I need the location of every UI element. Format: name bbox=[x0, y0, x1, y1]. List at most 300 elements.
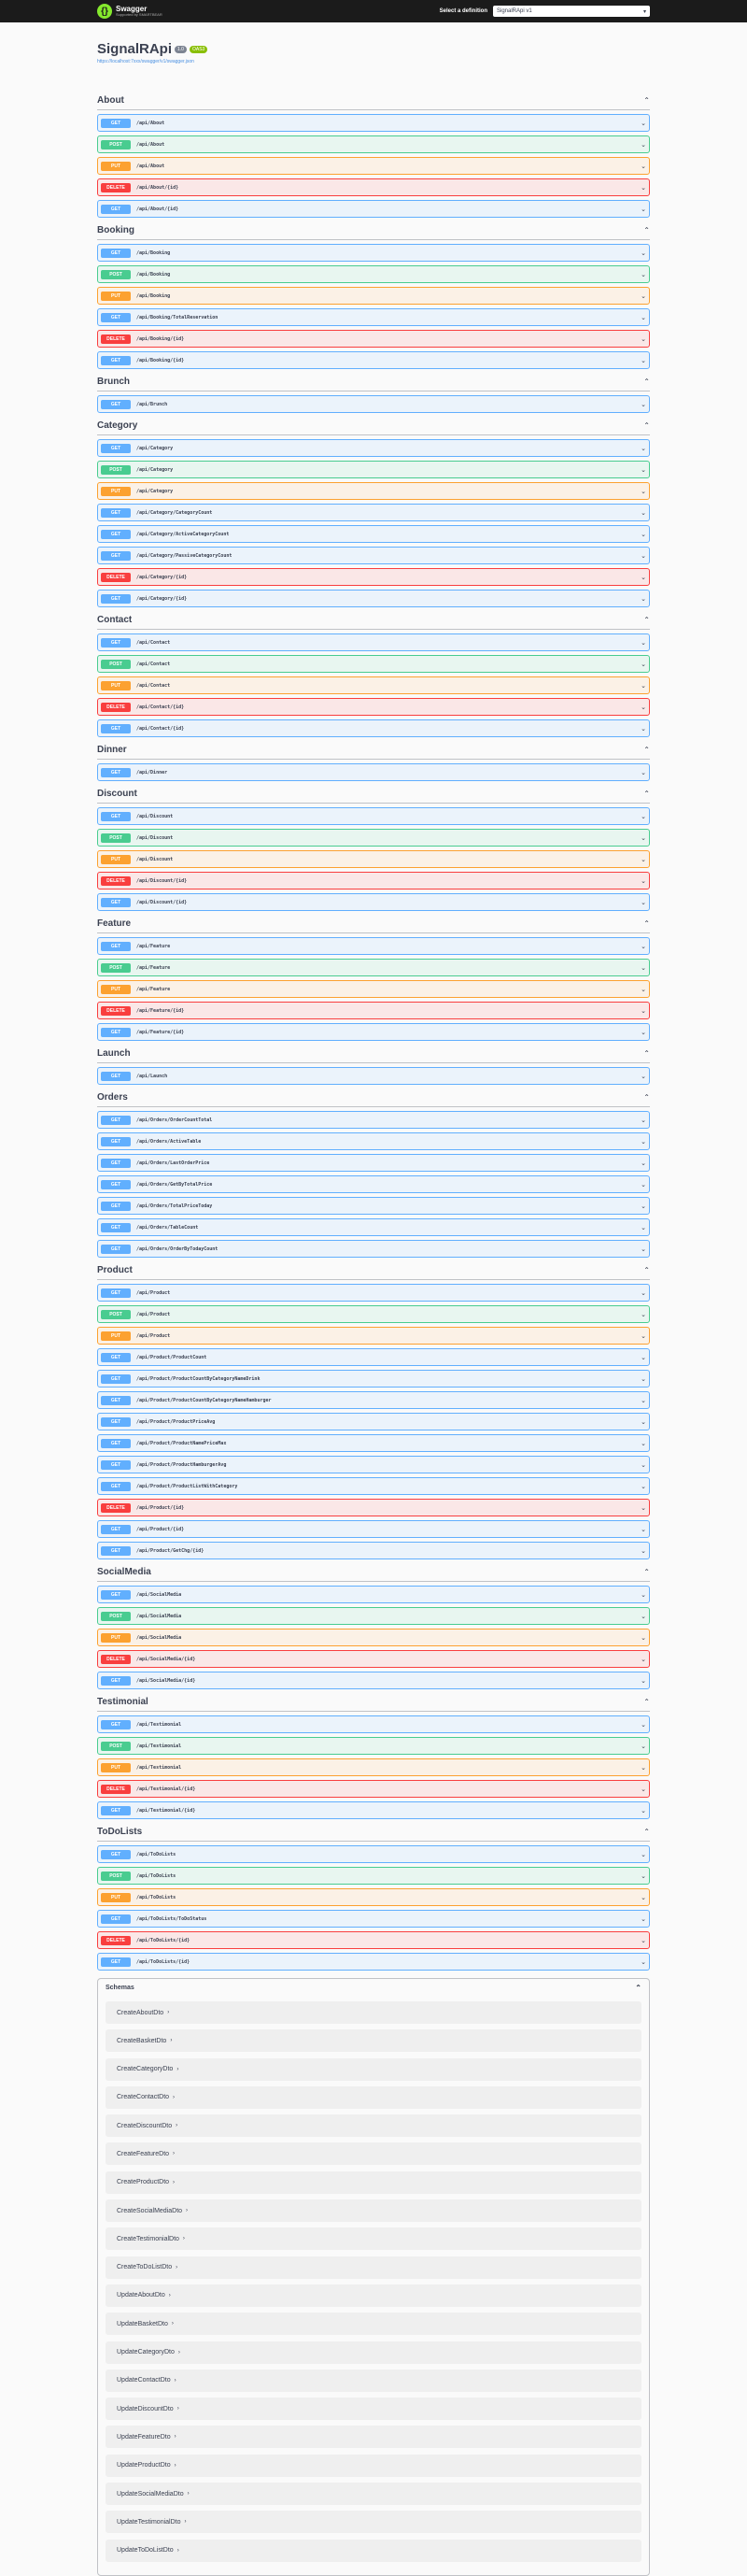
operation-row[interactable] bbox=[97, 1758, 650, 1776]
schema-name: UpdateDiscountDto bbox=[117, 2405, 174, 2412]
operation-row[interactable] bbox=[97, 1542, 650, 1559]
operation-row[interactable] bbox=[97, 1845, 650, 1863]
section-header[interactable] bbox=[97, 1693, 650, 1712]
operation-row[interactable] bbox=[97, 287, 650, 305]
logo-sub: Supported by SMARTBEAR bbox=[116, 12, 162, 17]
operation-path: /api/Feature bbox=[136, 943, 171, 949]
definition-select-group bbox=[440, 6, 650, 17]
method-badge: GET bbox=[101, 942, 131, 951]
operation-path: /api/Testimonial bbox=[136, 1743, 182, 1749]
chevron-down-icon: ⌄ bbox=[641, 1073, 646, 1080]
chevron-down-icon: ⌄ bbox=[641, 1613, 646, 1620]
operation-row[interactable] bbox=[97, 308, 650, 326]
operation-path: /api/Testimonial bbox=[136, 1764, 182, 1771]
operation-row[interactable] bbox=[97, 1327, 650, 1345]
operation-row[interactable] bbox=[97, 351, 650, 369]
operation-row[interactable] bbox=[97, 980, 650, 998]
operation-row[interactable] bbox=[97, 872, 650, 890]
operation-row[interactable] bbox=[97, 719, 650, 737]
schema-item[interactable] bbox=[106, 2540, 641, 2562]
operation-path: /api/Product/ProductListWithCategory bbox=[136, 1483, 238, 1489]
operation-path: /api/Feature bbox=[136, 964, 171, 971]
operation-path: /api/ToDoLists bbox=[136, 1872, 176, 1879]
operation-row[interactable] bbox=[97, 959, 650, 976]
method-badge: GET bbox=[101, 1202, 131, 1211]
section-header[interactable] bbox=[97, 92, 650, 110]
chevron-down-icon: ⌄ bbox=[641, 1483, 646, 1490]
schema-name: CreateProductDto bbox=[117, 2179, 170, 2186]
operation-path: /api/Brunch bbox=[136, 401, 168, 407]
operation-row[interactable] bbox=[97, 265, 650, 283]
method-badge: DELETE bbox=[101, 1503, 131, 1513]
section-title: About bbox=[97, 95, 124, 106]
operation-path: /api/Orders/TotalPriceToday bbox=[136, 1203, 213, 1209]
operation-row[interactable] bbox=[97, 893, 650, 911]
operation-row[interactable] bbox=[97, 1586, 650, 1603]
chevron-down-icon: ⌄ bbox=[641, 1138, 646, 1146]
chevron-down-icon: ⌄ bbox=[641, 1245, 646, 1253]
operation-row[interactable] bbox=[97, 1953, 650, 1971]
method-badge: DELETE bbox=[101, 703, 131, 712]
operation-row[interactable] bbox=[97, 1888, 650, 1906]
schema-item[interactable] bbox=[106, 2426, 641, 2448]
chevron-down-icon: ⌄ bbox=[641, 1440, 646, 1447]
schema-item[interactable] bbox=[106, 2370, 641, 2392]
operation-row[interactable] bbox=[97, 829, 650, 847]
operation-row[interactable] bbox=[97, 330, 650, 348]
chevron-down-icon: ⌄ bbox=[641, 595, 646, 603]
method-badge: GET bbox=[101, 1525, 131, 1534]
method-badge: GET bbox=[101, 551, 131, 561]
operation-path: /api/ToDoLists/{id} bbox=[136, 1958, 190, 1965]
section-header[interactable] bbox=[97, 741, 650, 760]
chevron-down-icon: ⌄ bbox=[641, 1526, 646, 1533]
section-title: Product bbox=[97, 1265, 133, 1275]
schema-item[interactable] bbox=[106, 2398, 641, 2420]
section-header[interactable] bbox=[97, 915, 650, 933]
schema-name: CreateDiscountDto bbox=[117, 2122, 173, 2129]
method-badge: GET bbox=[101, 1439, 131, 1448]
method-badge: GET bbox=[101, 356, 131, 365]
chevron-down-icon: ⌄ bbox=[641, 1634, 646, 1642]
operation-row[interactable] bbox=[97, 1111, 650, 1129]
api-info bbox=[97, 22, 650, 92]
section-title: Launch bbox=[97, 1048, 131, 1059]
method-badge: PUT bbox=[101, 1331, 131, 1341]
schemas-header[interactable] bbox=[106, 1979, 641, 1996]
operation-path: /api/Orders/GetByTotalPrice bbox=[136, 1181, 213, 1188]
method-badge: PUT bbox=[101, 681, 131, 690]
chevron-down-icon: ⌄ bbox=[641, 1311, 646, 1318]
chevron-up-icon: ⌃ bbox=[643, 919, 650, 928]
method-badge: GET bbox=[101, 768, 131, 777]
operation-row[interactable] bbox=[97, 850, 650, 868]
chevron-down-icon: ⌄ bbox=[641, 1181, 646, 1188]
schema-item[interactable] bbox=[106, 2058, 641, 2081]
operation-row[interactable] bbox=[97, 568, 650, 586]
method-badge: PUT bbox=[101, 855, 131, 864]
chevron-down-icon: ⌄ bbox=[641, 1656, 646, 1663]
swagger-logo[interactable] bbox=[97, 4, 162, 19]
section-orders bbox=[97, 1089, 650, 1258]
operation-row[interactable] bbox=[97, 698, 650, 716]
operation-row[interactable] bbox=[97, 1370, 650, 1388]
chevron-down-icon: ⌄ bbox=[641, 401, 646, 408]
chevron-down-icon: ⌄ bbox=[641, 163, 646, 170]
schema-item[interactable] bbox=[106, 2256, 641, 2279]
chevron-down-icon: ⌄ bbox=[641, 639, 646, 647]
chevron-right-icon: › bbox=[184, 2519, 187, 2526]
chevron-right-icon: › bbox=[174, 2377, 176, 2384]
definition-select[interactable] bbox=[493, 6, 650, 17]
operation-row[interactable] bbox=[97, 1801, 650, 1819]
operation-row[interactable] bbox=[97, 1218, 650, 1236]
operation-path: /api/Orders/OrderByTodayCount bbox=[136, 1245, 218, 1252]
chevron-up-icon: ⌃ bbox=[643, 226, 650, 235]
operation-row[interactable] bbox=[97, 1629, 650, 1646]
section-title: Brunch bbox=[97, 377, 130, 387]
main-content bbox=[0, 22, 747, 2576]
operation-row[interactable] bbox=[97, 1240, 650, 1258]
schema-item[interactable] bbox=[106, 2284, 641, 2307]
section-launch bbox=[97, 1045, 650, 1085]
operation-row[interactable] bbox=[97, 1867, 650, 1885]
chevron-up-icon: ⌃ bbox=[643, 790, 650, 798]
operation-path: /api/Product/GetChg/{id} bbox=[136, 1547, 204, 1554]
section-category bbox=[97, 417, 650, 607]
operation-path: /api/Booking/{id} bbox=[136, 357, 185, 363]
schema-item[interactable] bbox=[106, 2483, 641, 2505]
operation-row[interactable] bbox=[97, 1132, 650, 1150]
operation-path: /api/SocialMedia bbox=[136, 1634, 182, 1641]
section-title: Orders bbox=[97, 1092, 128, 1103]
chevron-up-icon: ⌃ bbox=[635, 1983, 641, 1992]
section-header[interactable] bbox=[97, 1261, 650, 1280]
operation-row[interactable] bbox=[97, 157, 650, 175]
method-badge: GET bbox=[101, 249, 131, 258]
section-header[interactable] bbox=[97, 1045, 650, 1063]
chevron-down-icon: ⌄ bbox=[641, 1677, 646, 1685]
operation-row[interactable] bbox=[97, 807, 650, 825]
operation-row[interactable] bbox=[97, 1607, 650, 1625]
operation-row[interactable] bbox=[97, 178, 650, 196]
logo-name: Swagger bbox=[116, 5, 148, 13]
method-badge: GET bbox=[101, 1850, 131, 1859]
chevron-down-icon: ⌄ bbox=[641, 1418, 646, 1426]
operation-row[interactable] bbox=[97, 763, 650, 781]
oas-badge: OAS3 bbox=[190, 46, 207, 53]
schema-item[interactable] bbox=[106, 2001, 641, 2024]
chevron-right-icon: › bbox=[176, 2264, 178, 2270]
chevron-down-icon: ⌄ bbox=[641, 1915, 646, 1923]
schema-item[interactable] bbox=[106, 2171, 641, 2194]
operation-row[interactable] bbox=[97, 633, 650, 651]
section-header[interactable] bbox=[97, 785, 650, 804]
operation-path: /api/Orders/ActiveTable bbox=[136, 1138, 202, 1145]
operation-path: /api/Product/ProductCountByCategoryNameHamburger bbox=[136, 1397, 272, 1403]
schema-name: UpdateCategoryDto bbox=[117, 2349, 175, 2356]
schema-item[interactable] bbox=[106, 2313, 641, 2335]
chevron-down-icon: ⌄ bbox=[641, 1807, 646, 1815]
operation-row[interactable] bbox=[97, 1002, 650, 1019]
operation-path: /api/About/{id} bbox=[136, 206, 179, 212]
section-brunch bbox=[97, 373, 650, 413]
chevron-down-icon: ⌄ bbox=[641, 813, 646, 820]
section-title: Contact bbox=[97, 615, 133, 625]
operation-row[interactable] bbox=[97, 1434, 650, 1452]
operation-path: /api/ToDoLists bbox=[136, 1851, 176, 1857]
schema-name: CreateTestimonialDto bbox=[117, 2235, 179, 2242]
operation-row[interactable] bbox=[97, 1391, 650, 1409]
chevron-up-icon: ⌃ bbox=[643, 1568, 650, 1576]
method-badge: PUT bbox=[101, 162, 131, 171]
operation-row[interactable] bbox=[97, 1197, 650, 1215]
method-badge: POST bbox=[101, 1612, 131, 1621]
method-badge: GET bbox=[101, 1806, 131, 1815]
chevron-down-icon: ⌄ bbox=[641, 488, 646, 495]
method-badge: GET bbox=[101, 898, 131, 907]
chevron-down-icon: ⌄ bbox=[641, 335, 646, 343]
chevron-right-icon: › bbox=[186, 2208, 189, 2214]
chevron-right-icon: › bbox=[173, 2179, 176, 2185]
chevron-right-icon: › bbox=[170, 2038, 173, 2044]
method-badge: GET bbox=[101, 530, 131, 539]
schema-list bbox=[106, 2001, 641, 2562]
method-badge: PUT bbox=[101, 1763, 131, 1772]
operation-row[interactable] bbox=[97, 1284, 650, 1302]
operation-path: /api/Product bbox=[136, 1289, 171, 1296]
section-product bbox=[97, 1261, 650, 1559]
operation-path: /api/Category/PassiveCategoryCount bbox=[136, 552, 233, 559]
topbar bbox=[0, 0, 747, 22]
operation-row[interactable] bbox=[97, 1910, 650, 1928]
operation-row[interactable] bbox=[97, 1520, 650, 1538]
operation-path: /api/Feature/{id} bbox=[136, 1007, 185, 1014]
section-about bbox=[97, 92, 650, 218]
operation-row[interactable] bbox=[97, 1477, 650, 1495]
operation-row[interactable] bbox=[97, 1175, 650, 1193]
operation-row[interactable] bbox=[97, 504, 650, 521]
operation-row[interactable] bbox=[97, 1715, 650, 1733]
schema-name: UpdateAboutDto bbox=[117, 2292, 165, 2299]
chevron-right-icon: › bbox=[176, 2066, 179, 2072]
chevron-up-icon: ⌃ bbox=[643, 377, 650, 386]
operation-row[interactable] bbox=[97, 1305, 650, 1323]
operation-row[interactable] bbox=[97, 461, 650, 478]
schema-name: CreateAboutDto bbox=[117, 2009, 164, 2016]
operation-path: /api/Product/{id} bbox=[136, 1526, 185, 1532]
operation-row[interactable] bbox=[97, 1023, 650, 1041]
method-badge: GET bbox=[101, 508, 131, 518]
section-header[interactable] bbox=[97, 1089, 650, 1107]
chevron-down-icon: ⌄ bbox=[641, 271, 646, 278]
chevron-down-icon: ⌄ bbox=[641, 1375, 646, 1383]
chevron-right-icon: › bbox=[176, 2406, 179, 2412]
method-badge: GET bbox=[101, 1957, 131, 1967]
schema-name: CreateBasketDto bbox=[117, 2037, 167, 2044]
operation-row[interactable] bbox=[97, 547, 650, 564]
operation-row[interactable] bbox=[97, 676, 650, 694]
operation-row[interactable] bbox=[97, 590, 650, 607]
operation-row[interactable] bbox=[97, 395, 650, 413]
chevron-down-icon: ⌄ bbox=[641, 357, 646, 364]
operation-row[interactable] bbox=[97, 135, 650, 153]
operation-row[interactable] bbox=[97, 114, 650, 132]
operation-sections bbox=[97, 92, 650, 1971]
operation-row[interactable] bbox=[97, 1348, 650, 1366]
schema-name: UpdateFeatureDto bbox=[117, 2433, 171, 2441]
method-badge: PUT bbox=[101, 1633, 131, 1643]
operation-row[interactable] bbox=[97, 1456, 650, 1473]
chevron-down-icon: ⌄ bbox=[641, 704, 646, 711]
chevron-down-icon: ⌄ bbox=[641, 1354, 646, 1361]
chevron-down-icon: ⌄ bbox=[641, 206, 646, 213]
operation-path: /api/Contact/{id} bbox=[136, 704, 185, 710]
method-badge: GET bbox=[101, 1072, 131, 1081]
chevron-right-icon: › bbox=[168, 2292, 171, 2298]
operation-path: /api/Product/{id} bbox=[136, 1504, 185, 1511]
operation-path: /api/Product/ProductNamePriceMax bbox=[136, 1440, 227, 1446]
section-header[interactable] bbox=[97, 221, 650, 240]
operation-path: /api/Feature bbox=[136, 986, 171, 992]
section-title: Discount bbox=[97, 789, 137, 799]
operation-row[interactable] bbox=[97, 1931, 650, 1949]
method-badge: GET bbox=[101, 1720, 131, 1729]
chevron-up-icon: ⌃ bbox=[643, 1049, 650, 1058]
section-socialmedia bbox=[97, 1563, 650, 1689]
operation-row[interactable] bbox=[97, 1413, 650, 1430]
section-header[interactable] bbox=[97, 1563, 650, 1582]
operation-path: /api/Product/ProductCountByCategoryNameDrink bbox=[136, 1375, 261, 1382]
operation-row[interactable] bbox=[97, 1650, 650, 1668]
operation-row[interactable] bbox=[97, 937, 650, 955]
method-badge: GET bbox=[101, 1353, 131, 1362]
operation-path: /api/Category/ActiveCategoryCount bbox=[136, 531, 230, 537]
method-badge: GET bbox=[101, 1137, 131, 1146]
section-header[interactable] bbox=[97, 1823, 650, 1842]
method-badge: GET bbox=[101, 1159, 131, 1168]
method-badge: POST bbox=[101, 140, 131, 149]
schema-item[interactable] bbox=[106, 2341, 641, 2364]
schema-item[interactable] bbox=[106, 2114, 641, 2137]
schema-item[interactable] bbox=[106, 2511, 641, 2533]
operation-path: /api/Contact bbox=[136, 661, 171, 667]
chevron-down-icon: ⌄ bbox=[641, 1029, 646, 1036]
chevron-right-icon: › bbox=[173, 2151, 176, 2157]
operation-row[interactable] bbox=[97, 525, 650, 543]
chevron-down-icon: ⌄ bbox=[641, 1872, 646, 1880]
operation-path: /api/ToDoLists/ToDoStatus bbox=[136, 1915, 207, 1922]
definition-select-value: SignalRApi v1 bbox=[497, 8, 532, 14]
chevron-down-icon: ⌄ bbox=[641, 314, 646, 321]
operation-row[interactable] bbox=[97, 1672, 650, 1689]
operation-row[interactable] bbox=[97, 1067, 650, 1085]
chevron-down-icon: ⌄ bbox=[641, 964, 646, 972]
spec-url-link[interactable]: https://localhost:7xxx/swagger/v1/swagger.json bbox=[97, 59, 194, 64]
operation-path: /api/Testimonial/{id} bbox=[136, 1786, 196, 1792]
section-testimonial bbox=[97, 1693, 650, 1819]
schema-name: UpdateBasketDto bbox=[117, 2320, 168, 2327]
operation-path: /api/Booking bbox=[136, 292, 171, 299]
method-badge: GET bbox=[101, 1482, 131, 1491]
method-badge: GET bbox=[101, 1028, 131, 1037]
operation-row[interactable] bbox=[97, 244, 650, 262]
method-badge: PUT bbox=[101, 487, 131, 496]
chevron-down-icon: ⌄ bbox=[641, 1743, 646, 1750]
chevron-down-icon: ⌄ bbox=[641, 249, 646, 257]
chevron-down-icon: ⌄ bbox=[641, 1007, 646, 1015]
section-header[interactable] bbox=[97, 611, 650, 630]
section-booking bbox=[97, 221, 650, 369]
schema-item[interactable] bbox=[106, 2086, 641, 2109]
chevron-right-icon: › bbox=[187, 2491, 190, 2498]
operation-row[interactable] bbox=[97, 439, 650, 457]
operation-row[interactable] bbox=[97, 482, 650, 500]
operation-path: /api/SocialMedia/{id} bbox=[136, 1656, 196, 1662]
operation-path: /api/Orders/LastOrderPrice bbox=[136, 1160, 210, 1166]
schema-item[interactable] bbox=[106, 2029, 641, 2052]
operation-path: /api/Discount/{id} bbox=[136, 877, 188, 884]
section-header[interactable] bbox=[97, 417, 650, 435]
operation-row[interactable] bbox=[97, 655, 650, 673]
chevron-up-icon: ⌃ bbox=[643, 421, 650, 430]
operation-path: /api/SocialMedia bbox=[136, 1591, 182, 1598]
definition-select-label: Select a definition bbox=[439, 8, 487, 14]
method-badge: GET bbox=[101, 1546, 131, 1556]
operation-row[interactable] bbox=[97, 1737, 650, 1755]
operation-path: /api/Discount bbox=[136, 834, 174, 841]
method-badge: DELETE bbox=[101, 183, 131, 192]
method-badge: POST bbox=[101, 833, 131, 843]
method-badge: GET bbox=[101, 1396, 131, 1405]
section-header[interactable] bbox=[97, 373, 650, 391]
chevron-down-icon: ⌄ bbox=[641, 1591, 646, 1599]
schema-item[interactable] bbox=[106, 2455, 641, 2477]
chevron-down-icon: ⌄ bbox=[641, 856, 646, 863]
chevron-down-icon: ⌄ bbox=[641, 1721, 646, 1729]
section-title: Category bbox=[97, 420, 138, 431]
operation-path: /api/Booking/TotalReservation bbox=[136, 314, 218, 320]
method-badge: DELETE bbox=[101, 1936, 131, 1945]
schema-item[interactable] bbox=[106, 2199, 641, 2222]
schema-item[interactable] bbox=[106, 2227, 641, 2250]
operation-path: /api/Discount bbox=[136, 813, 174, 819]
section-title: Feature bbox=[97, 918, 132, 929]
operation-path: /api/Booking bbox=[136, 271, 171, 278]
chevron-down-icon: ▾ bbox=[642, 8, 646, 15]
operation-row[interactable] bbox=[97, 200, 650, 218]
chevron-down-icon: ⌄ bbox=[641, 1461, 646, 1469]
schemas-title: Schemas bbox=[106, 1984, 134, 1991]
chevron-down-icon: ⌄ bbox=[641, 531, 646, 538]
chevron-down-icon: ⌄ bbox=[641, 1224, 646, 1231]
method-badge: PUT bbox=[101, 985, 131, 994]
operation-row[interactable] bbox=[97, 1499, 650, 1516]
schema-item[interactable] bbox=[106, 2142, 641, 2165]
operation-path: /api/Booking/{id} bbox=[136, 335, 185, 342]
method-badge: PUT bbox=[101, 292, 131, 301]
method-badge: GET bbox=[101, 1590, 131, 1600]
operation-row[interactable] bbox=[97, 1780, 650, 1798]
chevron-down-icon: ⌄ bbox=[641, 1547, 646, 1555]
chevron-down-icon: ⌄ bbox=[641, 552, 646, 560]
method-badge: DELETE bbox=[101, 876, 131, 886]
chevron-down-icon: ⌄ bbox=[641, 1937, 646, 1944]
operation-path: /api/Product/ProductPriceAvg bbox=[136, 1418, 216, 1425]
chevron-down-icon: ⌄ bbox=[641, 445, 646, 452]
operation-row[interactable] bbox=[97, 1154, 650, 1172]
operation-path: /api/About bbox=[136, 163, 165, 169]
